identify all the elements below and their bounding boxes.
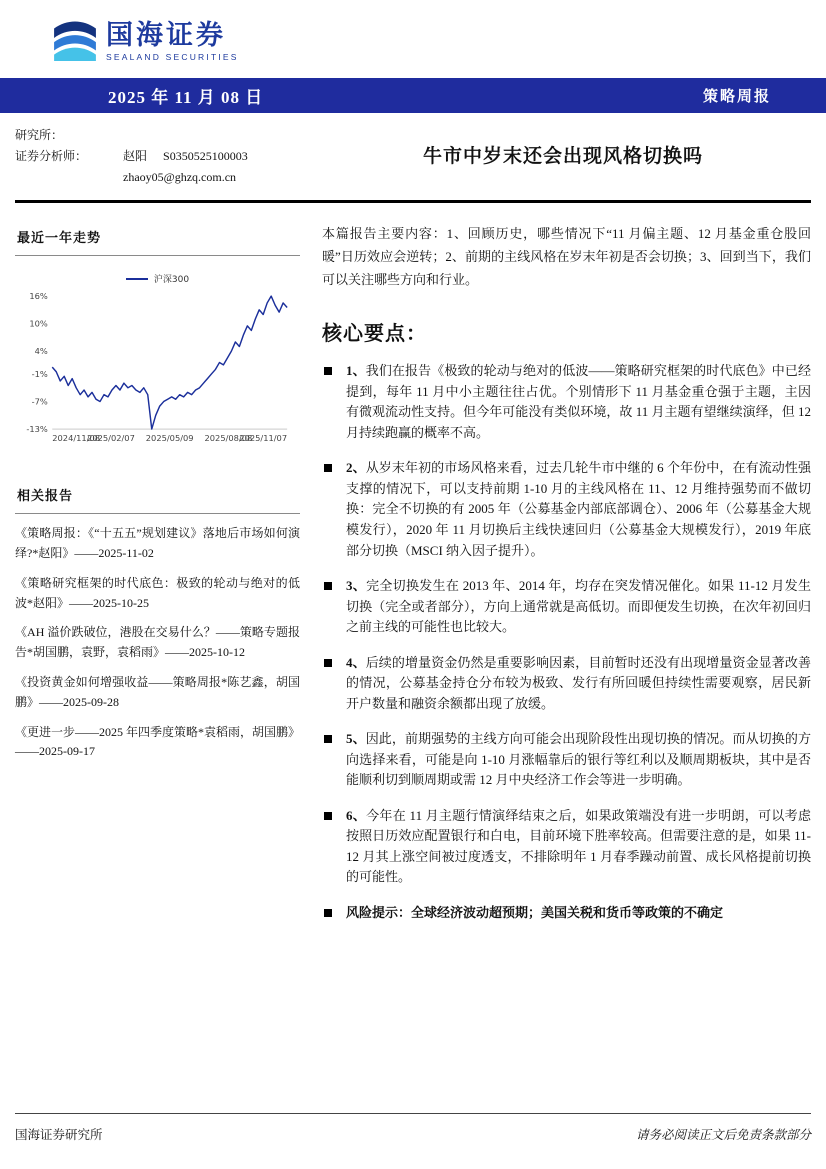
core-points-title: 核心要点： — [322, 323, 427, 346]
brand-logo — [52, 16, 239, 67]
svg-text:2025/08/08: 2025/08/08 — [204, 433, 253, 444]
related-report-item[interactable]: 《投资黄金如何增强收益——策略周报*陈艺鑫，胡国鹏》——2025-09-28 — [15, 674, 300, 709]
footer-institute: 国海证券研究所 — [15, 1128, 103, 1142]
svg-text:2025/02/07: 2025/02/07 — [87, 433, 135, 444]
analyst-email[interactable]: zhaoy05@ghzq.com.cn — [123, 170, 237, 184]
svg-text:-1%: -1% — [31, 368, 48, 379]
analyst-id: S0350525100003 — [163, 149, 248, 163]
point-text: 我们在报告《极致的轮动与绝对的低波——策略研究框架的时代底色》中已经提到，每年 11 月中小主题往往占优。个别情形下 11 月基金重仓强于主题，主因有微观流动性支持。但今年可能没有类似环境，故 11 月主题有望继续演绎，但 12 月持续跑赢的概率不高。 — [346, 363, 811, 440]
trend-chart — [15, 285, 300, 451]
intro-paragraph: 本篇报告主要内容：1、回顾历史，哪些情况下“11 月偏主题、12 月基金重仓股回暖”日历效应会逆转；2、前期的主线风格在岁末年初是否会切换；3、回到当下，我们可以关注哪些方向和行业。 — [322, 226, 811, 287]
analyst-block — [15, 125, 315, 188]
point-text: 从岁末年初的市场风格来看，过去几轮牛市中继的 6 个年份中，在有流动性强支撑的情况下，可以支持前期 1-10 月的主线风格在 11、12 月维持强势而不做切换：完全不切换的有 2005 年（公募基金内部底部调仓）、2006 年（公募基金大规模发行），2020 年 11 月切换后主线快速回归（公募基金大规模发行），2019 年底部分切换（MSCI 纳入因子提升）。 — [346, 460, 811, 558]
point-text: 今年在 11 月主题行情演绎结束之后，如果政策端没有进一步明朗，可以考虑按照日历效应配置银行和白电，目前环境下胜率较高。但需要注意的是，如果 11-12 月其上涨空间被过度透支，不排除明年 1 月春季躁动前置、成长风格提前切换的可能性。 — [346, 807, 811, 885]
bullet-square-icon — [324, 909, 332, 917]
related-report-item[interactable]: 《AH 溢价跌破位，港股在交易什么？——策略专题报告*胡国鹏，袁野，袁稻雨》——2025-10-12 — [15, 625, 300, 660]
report-category: 策略周报 — [702, 89, 771, 105]
svg-text:2025/11/07: 2025/11/07 — [239, 433, 288, 444]
related-report-list — [15, 524, 300, 762]
bullet-square-icon — [324, 812, 332, 820]
risk-lead: 风险提示： — [346, 904, 412, 920]
brand-name: 国海证券 — [106, 19, 226, 50]
key-point-item — [322, 806, 811, 888]
institute-label: 研究所： — [15, 128, 64, 142]
svg-text:10%: 10% — [29, 318, 48, 329]
legend-label: 沪深300 — [153, 275, 190, 285]
report-date: 2025 年 11 月 08 日 — [108, 88, 264, 107]
risk-warning-item — [322, 903, 811, 924]
page-footer — [15, 1113, 811, 1143]
key-point-item — [322, 653, 811, 715]
title-banner — [0, 78, 826, 113]
key-point-item — [322, 729, 811, 791]
chart-legend — [15, 272, 300, 285]
report-title: 牛市中岁末还会出现风格切换吗 — [422, 146, 703, 167]
key-point-item — [322, 458, 811, 561]
related-report-item[interactable]: 《更进一步——2025 年四季度策略*袁稻雨，胡国鹏》——2025-09-17 — [15, 724, 301, 759]
analyst-label: 证券分析师： — [15, 149, 88, 163]
svg-text:2024/11/08: 2024/11/08 — [52, 433, 101, 444]
header — [0, 0, 826, 78]
brand-subtitle: SEALAND SECURITIES — [106, 52, 239, 63]
point-lead: 3、 — [346, 578, 367, 594]
point-text: 因此，前期强势的主线方向可能会出现阶段性出现切换的情况。而从切换的方向选择来看，可能是向 1-10 月涨幅靠后的银行等红利以及顺周期板块，其中是否能顺利切到顺周期或需 12 月中央经济工作会等进一步明确。 — [346, 731, 811, 788]
related-section-title: 相关报告 — [15, 481, 300, 514]
svg-text:-13%: -13% — [26, 423, 48, 434]
analyst-name: 赵阳 — [123, 149, 148, 163]
svg-text:2025/05/09: 2025/05/09 — [145, 433, 194, 444]
point-lead: 6、 — [346, 807, 367, 823]
svg-text:-7%: -7% — [31, 396, 48, 407]
sealand-logo-icon — [52, 16, 98, 67]
related-report-item[interactable]: 《策略周报：《“十五五”规划建议》落地后市场如何演绎?*赵阳》——2025-11-02 — [15, 526, 300, 560]
point-text: 后续的增量资金仍然是重要影响因素，目前暂时还没有出现增量资金显著改善的情况，公募基金持仓分布较为极致、发行有所回暖但持续性需要观察，居民新开户数量和融资余额都出现了放缓。 — [346, 654, 811, 711]
meta-row — [0, 113, 826, 188]
point-lead: 1、 — [346, 363, 366, 379]
legend-line-icon — [126, 278, 148, 280]
point-lead: 5、 — [346, 731, 366, 747]
related-report-item[interactable]: 《策略研究框架的时代底色：极致的轮动与绝对的低波*赵阳》——2025-10-25 — [15, 575, 300, 610]
main-content — [322, 223, 811, 923]
bullet-square-icon — [324, 367, 332, 375]
risk-text: 全球经济波动超预期；美国关税和货币等政策的不确定 — [411, 904, 724, 920]
point-text: 完全切换发生在 2013 年、2014 年，均存在突发情况催化。如果 11-12 月发生切换（完全或者部分），方向上通常就是高低切。而即便发生切换，在次年初回归之前主线的可能性也比较大。 — [346, 578, 811, 635]
sidebar — [15, 223, 300, 923]
svg-text:16%: 16% — [29, 290, 48, 301]
trend-chart-svg — [19, 285, 296, 451]
svg-text:4%: 4% — [34, 346, 48, 357]
bullet-square-icon — [324, 659, 332, 667]
bullet-square-icon — [324, 464, 332, 472]
bullet-square-icon — [324, 735, 332, 743]
point-lead: 4、 — [346, 654, 366, 670]
bullet-square-icon — [324, 582, 332, 590]
key-point-item — [322, 576, 811, 638]
footer-disclaimer: 请务必阅读正文后免责条款部分 — [635, 1128, 811, 1142]
key-point-item — [322, 361, 811, 443]
trend-section-title: 最近一年走势 — [15, 223, 300, 256]
point-lead: 2、 — [346, 460, 366, 476]
